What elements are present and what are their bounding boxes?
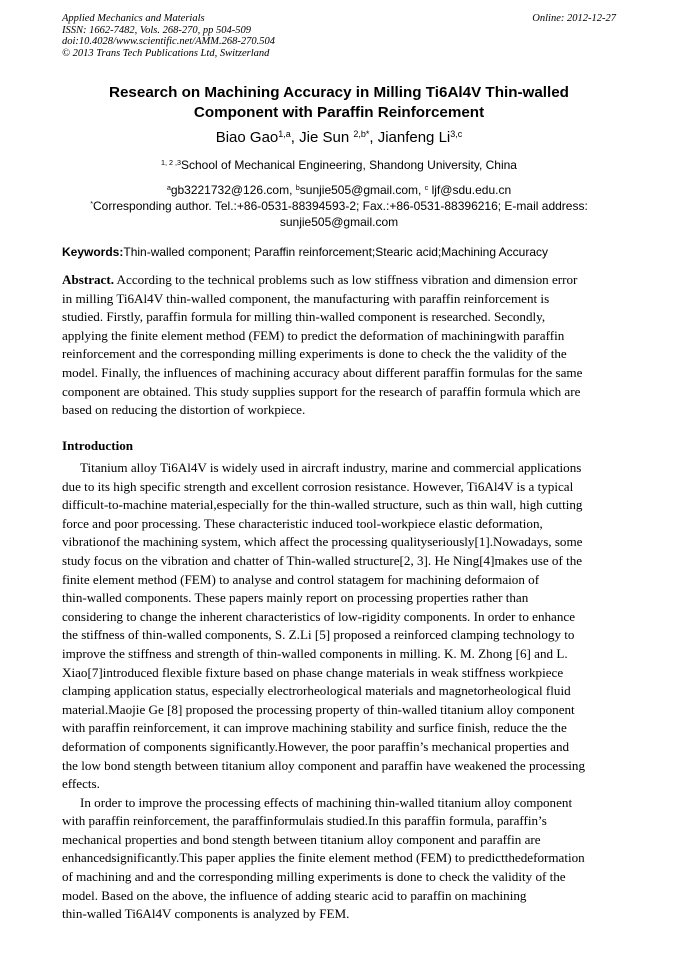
intro-line: Titanium alloy Ti6Al4V is widely used in aircraft industry, marine and commercial applications bbox=[80, 460, 582, 475]
abstract-label: Abstract. bbox=[62, 272, 114, 287]
intro-line: difficult-to-machine material,especially for the thin-walled structure, such as thin wall, high cutting bbox=[62, 497, 583, 513]
author-name: Jie Sun bbox=[299, 129, 354, 146]
abstract-line: reinforcement and the corresponding milling experiments is done to check the the validity of the bbox=[62, 346, 567, 362]
email-sup: c bbox=[424, 183, 429, 193]
title-line-2: Component with Paraffin Reinforcement bbox=[193, 104, 485, 121]
affiliation bbox=[62, 158, 616, 173]
intro-line: vibrationof the machining system, which affect the processing qualityseriously[1].Nowadays, some bbox=[62, 534, 583, 550]
email-link[interactable]: gb3221732@126.com, bbox=[170, 183, 296, 197]
keywords-text: Thin-walled component; Paraffin reinforcement;Stearic acid;Machining Accuracy bbox=[123, 245, 549, 259]
intro-line: enhancedsignificantly.This paper applies the finite element method (FEM) to predictthedeformation bbox=[62, 850, 585, 866]
email-sup: a bbox=[166, 183, 171, 193]
author-name: Biao Gao bbox=[215, 129, 279, 146]
intro-line: the low bond stength between titanium alloy component and paraffin have weakened the processing bbox=[62, 757, 585, 773]
email-list bbox=[62, 183, 616, 198]
abstract-line bbox=[62, 271, 616, 290]
abstract-line: in milling Ti6Al4V thin-walled component, the manufacturing with paraffin reinforcement is bbox=[62, 290, 550, 306]
intro-line: thin-walled Ti6Al4V components is analyzed by FEM. bbox=[62, 906, 350, 922]
abstract-line: component are obtained. This study supplies support for the research of paraffin formula which are bbox=[62, 383, 581, 399]
abstract-line: model. Finally, the influences of machining accuracy about different paraffin formulas for the same bbox=[62, 364, 583, 380]
introduction-section bbox=[62, 459, 616, 924]
author-affil-sup: 2,b* bbox=[353, 129, 370, 140]
abstract-line: studied. Firstly, paraffin formula for milling thin-walled component is researched. Secondly, bbox=[62, 309, 546, 325]
intro-line: material.Maojie Ge [8] proposed the processing property of thin-walled titanium alloy component bbox=[62, 701, 575, 717]
keywords-label: Keywords: bbox=[62, 245, 124, 259]
author-separator: , bbox=[369, 129, 378, 146]
intro-line: force and poor processing. These characteristic induced tool-workpiece elastic deformation, bbox=[62, 515, 543, 531]
intro-line: effects. bbox=[62, 776, 100, 792]
journal-name: Applied Mechanics and Materials bbox=[62, 13, 205, 24]
copyright-line: © 2013 Trans Tech Publications Ltd, Switzerland bbox=[62, 47, 270, 59]
email-link[interactable]: ljf@sdu.edu.cn bbox=[428, 183, 512, 197]
intro-line: the stiffness of thin-walled components, S. Z.Li [5] proposed a reinforced clamping technology to bbox=[62, 627, 575, 643]
abstract-section bbox=[62, 271, 616, 420]
intro-line: with paraffin reinforcement, the paraffinformulais studied.In this paraffin formula, paraffin’s bbox=[62, 813, 547, 829]
intro-line: clamping application status, especially electrorheological materials and magnetorheological fluid bbox=[62, 683, 571, 699]
affiliation-sup: 1, 2 ,3 bbox=[161, 158, 181, 168]
author-list bbox=[62, 128, 616, 148]
intro-line: finite element method (FEM) to analyse and control statagem for machining deformaion of bbox=[62, 571, 540, 587]
intro-line: due to its high specific strength and excellent corrosion resistance. However, Ti6Al4V is a typical bbox=[62, 478, 574, 494]
intro-line: of machining and and the corresponding milling experiments is done to check the validity of the bbox=[62, 869, 566, 885]
corresponding-sup: * bbox=[90, 199, 94, 209]
author-separator: , bbox=[290, 129, 300, 146]
corresponding-author bbox=[62, 199, 616, 230]
email-link[interactable]: sunjie505@gmail.com, bbox=[299, 183, 425, 197]
intro-line: study focus on the vibration and chatter of Thin-walled structure[2, 3]. He Ning[4]makes use of the bbox=[62, 552, 583, 568]
section-heading-introduction: Introduction bbox=[62, 438, 134, 453]
journal-header bbox=[62, 13, 275, 59]
abstract-line: based on reducing the distortion of workpiece. bbox=[62, 402, 306, 418]
abstract-text: According to the technical problems such as low stiffness vibration and dimension error bbox=[114, 272, 578, 287]
online-date: Online: 2012-12-27 bbox=[532, 13, 616, 24]
author-name: Jianfeng Li bbox=[377, 129, 451, 146]
abstract-line: applying the finite element method (FEM) to predict the deformation of machiningwith paraffin bbox=[62, 327, 565, 343]
intro-line: model. Based on the above, the influence of adding stearic acid to paraffin on machining bbox=[62, 887, 527, 903]
corresponding-contact: Corresponding author. Tel.:+86-0531-88394593-2; Fax.:+86-0531-88396216; E-mail address: bbox=[93, 199, 588, 213]
intro-line: improve the stiffness and strength of thin-walled components in milling. K. M. Zhong [6] and L. bbox=[62, 645, 568, 661]
intro-line: considering to change the inherent characteristics of low-rigidity components. In order to enhance bbox=[62, 608, 576, 624]
title-line-1: Research on Machining Accuracy in Milling Ti6Al4V Thin-walled bbox=[109, 84, 569, 101]
author-affil-sup: 3,c bbox=[450, 129, 463, 140]
affiliation-text: School of Mechanical Engineering, Shandong University, China bbox=[181, 158, 517, 172]
intro-line: In order to improve the processing effects of machining thin-walled titanium alloy component bbox=[80, 794, 573, 810]
corresponding-email[interactable]: sunjie505@gmail.com bbox=[279, 214, 399, 229]
issn-line: ISSN: 1662-7482, Vols. 268-270, pp 504-509 bbox=[62, 24, 251, 36]
intro-line: deformation of components significantly.However, the poor paraffin’s mechanical properties and bbox=[62, 738, 570, 754]
email-sup: b bbox=[295, 183, 300, 193]
keywords bbox=[62, 245, 622, 260]
intro-line: mechanical properties and bond stength between titanium alloy component and paraffin are bbox=[62, 831, 541, 847]
paper-title bbox=[62, 83, 616, 123]
intro-line: with paraffin reinforcement, it can improve machining stability and surfice finish, reduce the the bbox=[62, 720, 567, 736]
intro-line: thin-walled components. These papers mainly report on processing properties rather than bbox=[62, 590, 529, 606]
author-affil-sup: 1,a bbox=[278, 129, 291, 140]
doi-line: doi:10.4028/www.scientific.net/AMM.268-270.504 bbox=[62, 36, 275, 47]
intro-line: Xiao[7]introduced flexible fixture based on phase change materials in weak stiffness workpiece bbox=[62, 664, 564, 680]
